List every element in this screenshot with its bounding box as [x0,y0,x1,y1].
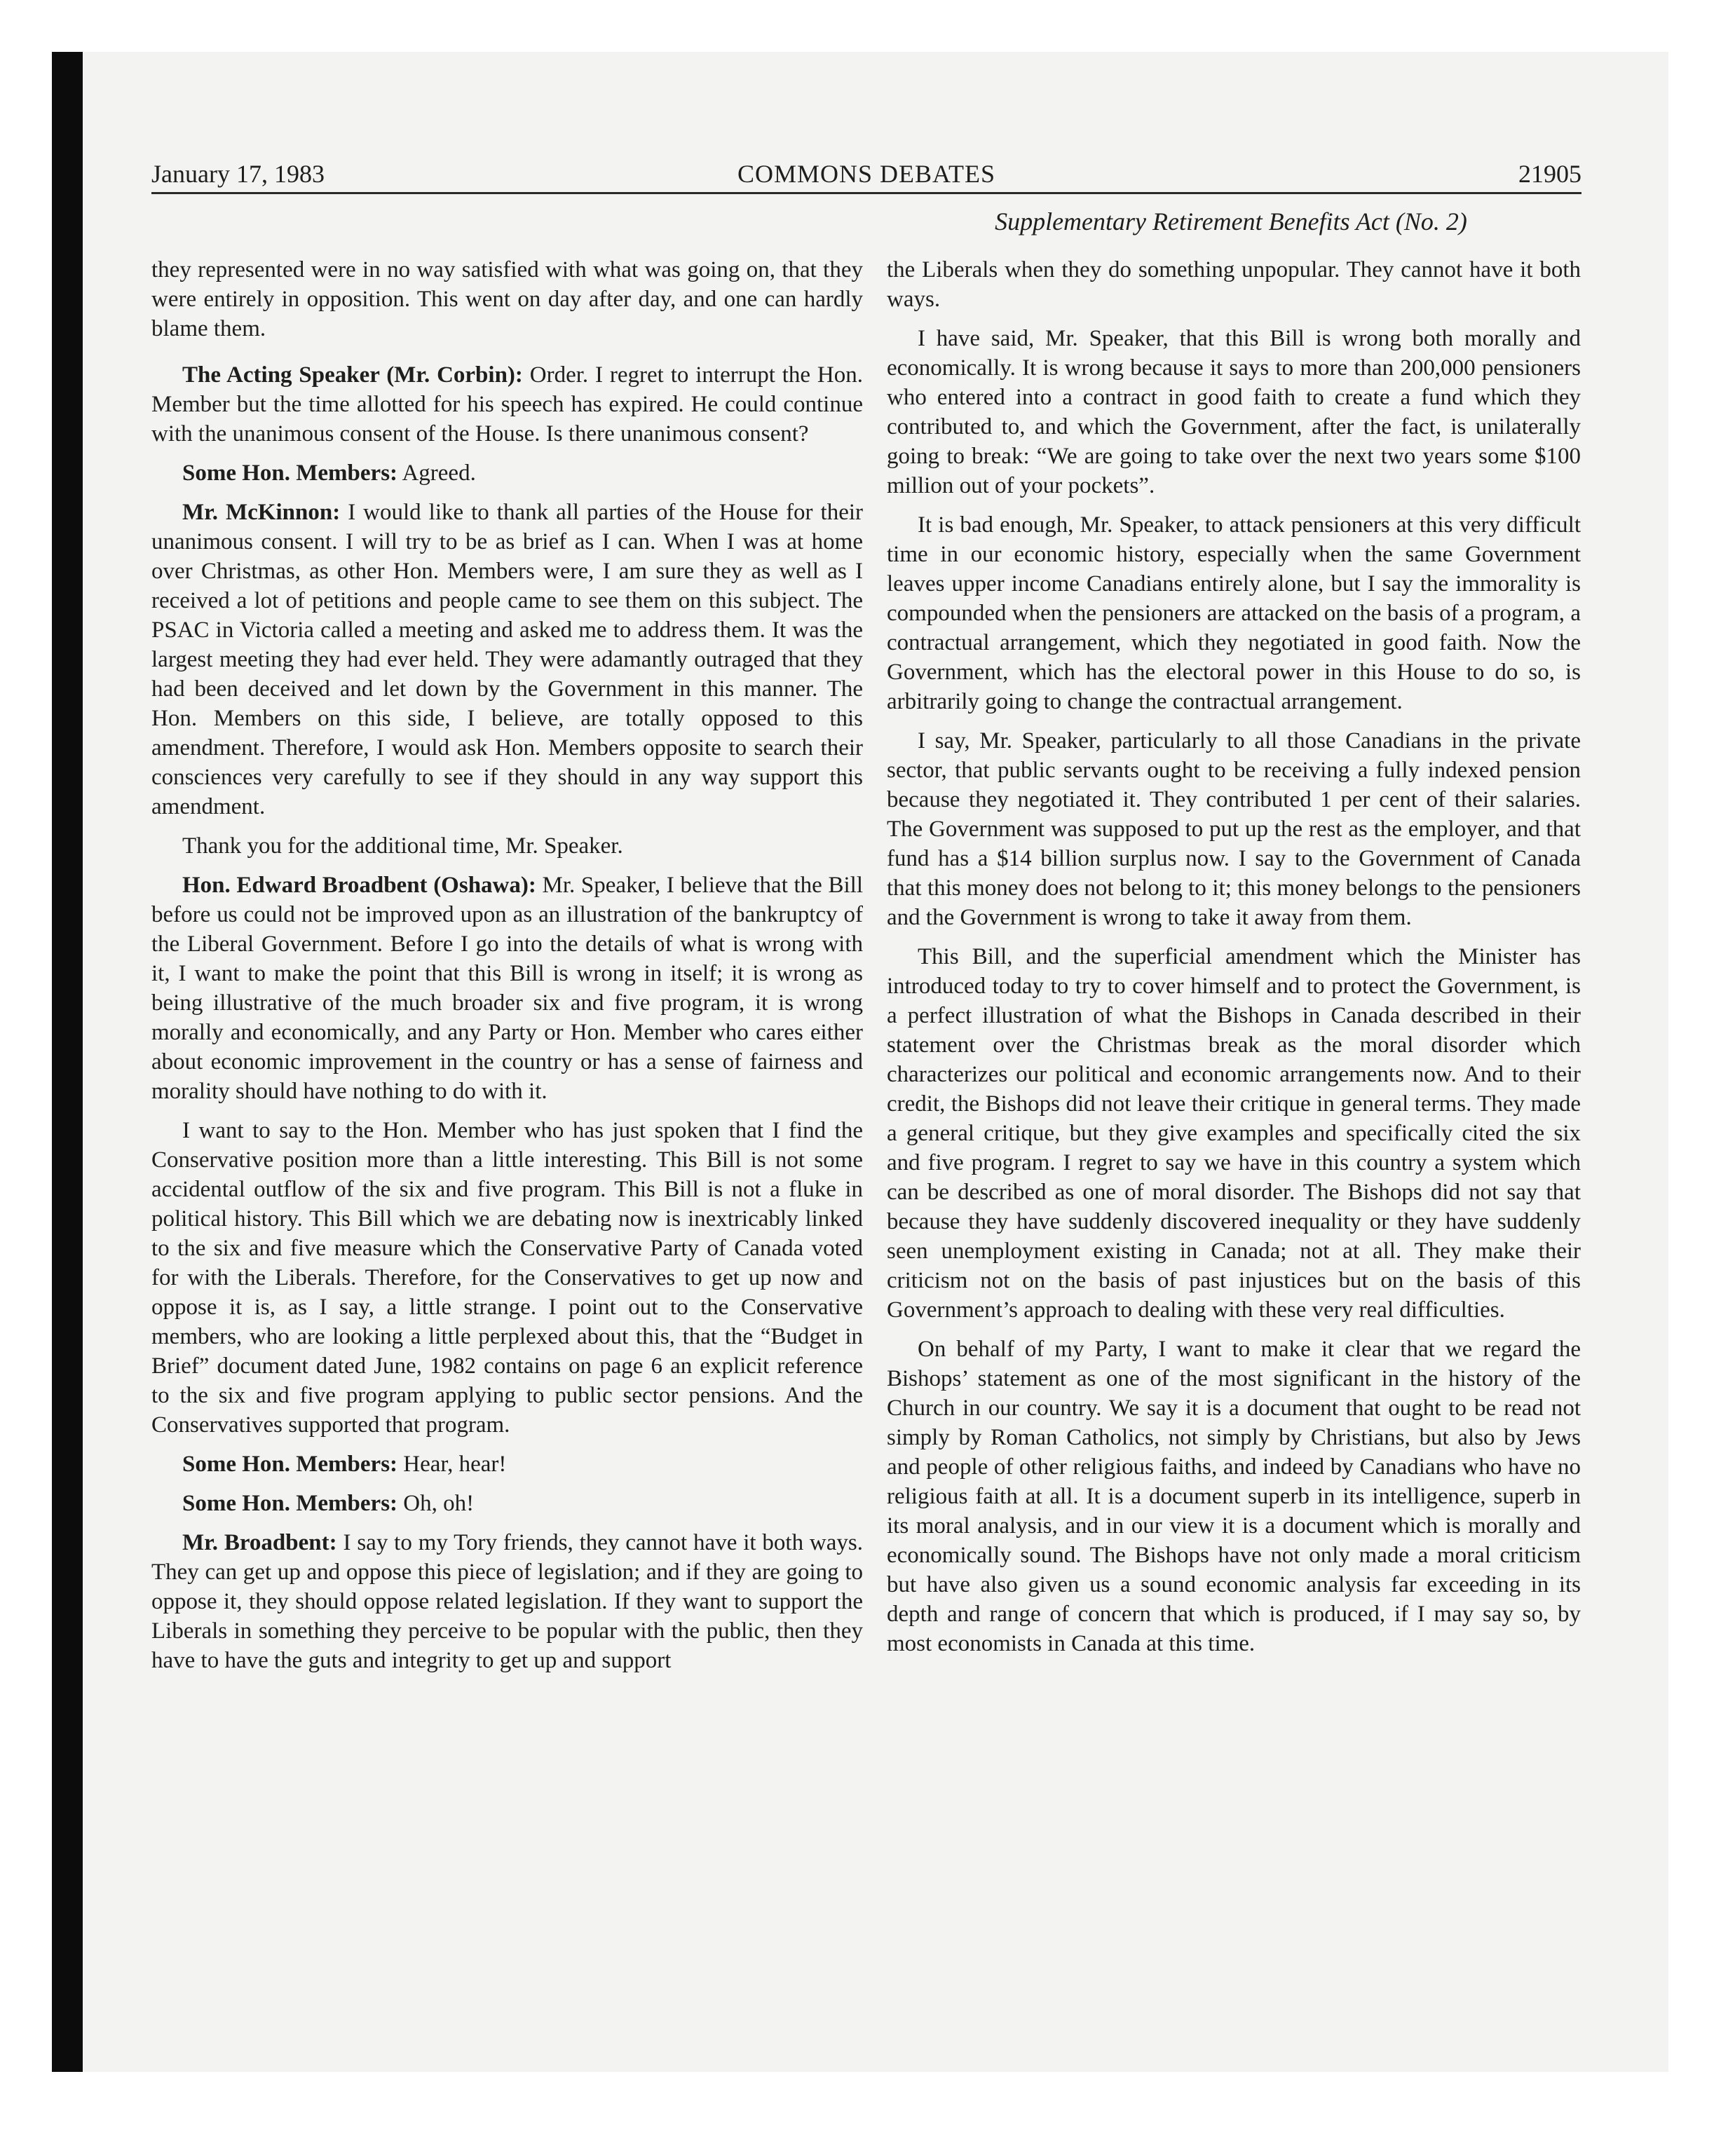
paragraph-text: Mr. Speaker, I believe that the Bill before us could not be improved upon as an illustration of the bankruptcy of the Liberal Government. Before I go into the details of what is wrong with it, I want to make the point that this Bill is wrong in itself; it is wrong as being illustrative of the much broader six and five program, it is wrong morally and economically, and any Party or Hon. Member who cares either about economic improvement in the country or has a sense of fairness and morality should have nothing to do with it. [151,873,863,1104]
paragraph [887,1335,1581,1658]
paragraph-text: I would like to thank all parties of the House for their unanimous consent. I will try to be as brief as I can. When I was at home over Christmas, as other Hon. Members were, I am sure they as well as I received a lot of petitions and people came to see them on this subject. The PSAC in Victoria called a meeting and asked me to address them. It was the largest meeting they had ever held. They were adamantly outraged that they had been deceived and let down by the Government in this manner. The Hon. Members on this side, I believe, are totally opposed to this amendment. Therefore, I would ask Hon. Members opposite to search their consciences very carefully to see if they should in any way support this amendment. [151,500,864,819]
paragraph [151,498,863,821]
left-column [151,255,863,1685]
speaker-label: Mr. McKinnon: [182,500,341,525]
speaker-label: Mr. Broadbent: [182,1530,337,1555]
paragraph-text: Hear, hear! [403,1452,507,1477]
paragraph [151,458,863,488]
speaker-label: Some Hon. Members: [182,1452,398,1477]
paragraph [887,255,1581,314]
speaker-label: The Acting Speaker (Mr. Corbin): [182,362,523,388]
paragraph-text: Order. I regret to interrupt the Hon. Member but the time allotted for his speech has expired. He could continue with the unanimous consent of the House. Is there unanimous consent? [151,362,864,446]
paragraph-text: they represented were in no way satisfied with what was going on, that they were entirely in opposition. This went on day after day, and one can hardly blame them. [151,257,863,341]
paragraph [151,1528,863,1675]
page-header [151,156,1581,194]
paragraph [151,255,863,343]
header-date: January 17, 1983 [151,160,325,188]
paragraph [151,1449,863,1479]
paragraph [151,871,863,1106]
paragraph [151,831,863,861]
paragraph [887,942,1581,1325]
paragraph [887,324,1581,500]
right-column [887,255,1581,1668]
paragraph-text: I have said, Mr. Speaker, that this Bill is wrong both morally and economically. It is wrong because it says to more than 200,000 pensioners who entered into a contract in good faith to create a fund which they contributed to, and which the Government, after the fact, is unilaterally going to break: “We are going to take over the next two years some $100 million out of your pockets”. [887,326,1581,498]
paragraph [151,1116,863,1440]
paragraph-text: Oh, oh! [403,1491,475,1516]
paragraph-text: On behalf of my Party, I want to make it clear that we regard the Bishops’ statement as one of the most significant in the history of the Church in our country. We say it is a document that ought to be read not simply by Roman Catholics, not simply by Christians, but also by Jews and people of other religious faiths, and indeed by Canadians who have no religious faith at all. It is a document superb in its intelligence, superb in its moral analysis, and in our view it is a document which is morally and economically sound. The Bishops have not only made a moral criticism but have also given us a sound economic analysis far exceeding in its depth and range of concern that which is produced, if I may say so, by most economists in Canada at this time. [887,1337,1581,1656]
paragraph-text: I want to say to the Hon. Member who has just spoken that I find the Conservative position more than a little interesting. This Bill is not some accidental outflow of the six and five program. This Bill is not a fluke in political history. This Bill which we are debating now is inextricably linked to the six and five measure which the Conservative Party of Canada voted for with the Liberals. Therefore, for the Conservatives to get up now and oppose it is, as I say, a little strange. I point out to the Conservative members, who are looking a little perplexed about this, that the “Budget in Brief” document dated June, 1982 contains on page 6 an explicit reference to the six and five program applying to public sector pensions. And the Conservatives supported that program. [151,1118,863,1438]
scan-edge [52,52,83,2072]
paragraph-text: Agreed. [402,460,476,486]
paragraph [887,726,1581,932]
header-page-number: 21905 [1518,160,1581,188]
paragraph-text: I say to my Tory friends, they cannot have it both ways. They can get up and oppose this piece of legislation; and if they are going to oppose it, they should oppose related legislation. If they want to support the Liberals in something they perceive to be popular with the public, then they have to have the guts and integrity to get up and support [151,1530,863,1673]
paragraph [151,1489,863,1518]
paragraph-text: Thank you for the additional time, Mr. Speaker. [182,833,623,859]
paragraph [151,360,863,449]
speaker-label: Some Hon. Members: [182,460,398,486]
speaker-label: Some Hon. Members: [182,1491,398,1516]
running-title: Supplementary Retirement Benefits Act (No. 2) [995,207,1467,236]
paragraph-text: the Liberals when they do something unpopular. They cannot have it both ways. [887,257,1581,312]
paragraph [887,510,1581,716]
paragraph-text: It is bad enough, Mr. Speaker, to attack pensioners at this very difficult time in our economic history, especially when the same Government leaves upper income Canadians entirely alone, but I say the immorality is compounded when the pensioners are attacked on the basis of a program, a contractual arrangement, which they negotiated in good faith. Now the Government, which has the electoral power in this House to do so, is arbitrarily going to change the contractual arrangement. [887,512,1581,714]
header-journal-title: COMMONS DEBATES [737,160,996,188]
paragraph-text: I say, Mr. Speaker, particularly to all those Canadians in the private sector, that public servants ought to be receiving a fully indexed pension because they negotiated it. They contributed 1 per cent of their salaries. The Government was supposed to put up the rest as the employer, and that fund has a $14 billion surplus now. I say to the Government of Canada that this money does not belong to it; this money belongs to the pensioners and the Government is wrong to take it away from them. [887,728,1581,930]
speaker-label: Hon. Edward Broadbent (Oshawa): [182,873,536,898]
paragraph-text: This Bill, and the superficial amendment which the Minister has introduced today to try to cover himself and to protect the Government, is a perfect illustration of what the Bishops in Canada described in their statement over the Christmas break as the moral disorder which characterizes our political and economic arrangements now. And to their credit, the Bishops did not leave their critique in general terms. They made a general critique, but they give examples and specifically cited the six and five program. I regret to say we have in this country a system which can be described as one of moral disorder. The Bishops did not say that because they have suddenly discovered inequality or they have suddenly seen unemployment existing in Canada; not at all. They make their criticism not on the basis of past injustices but on the basis of this Government’s approach to dealing with these very real difficulties. [887,944,1581,1323]
